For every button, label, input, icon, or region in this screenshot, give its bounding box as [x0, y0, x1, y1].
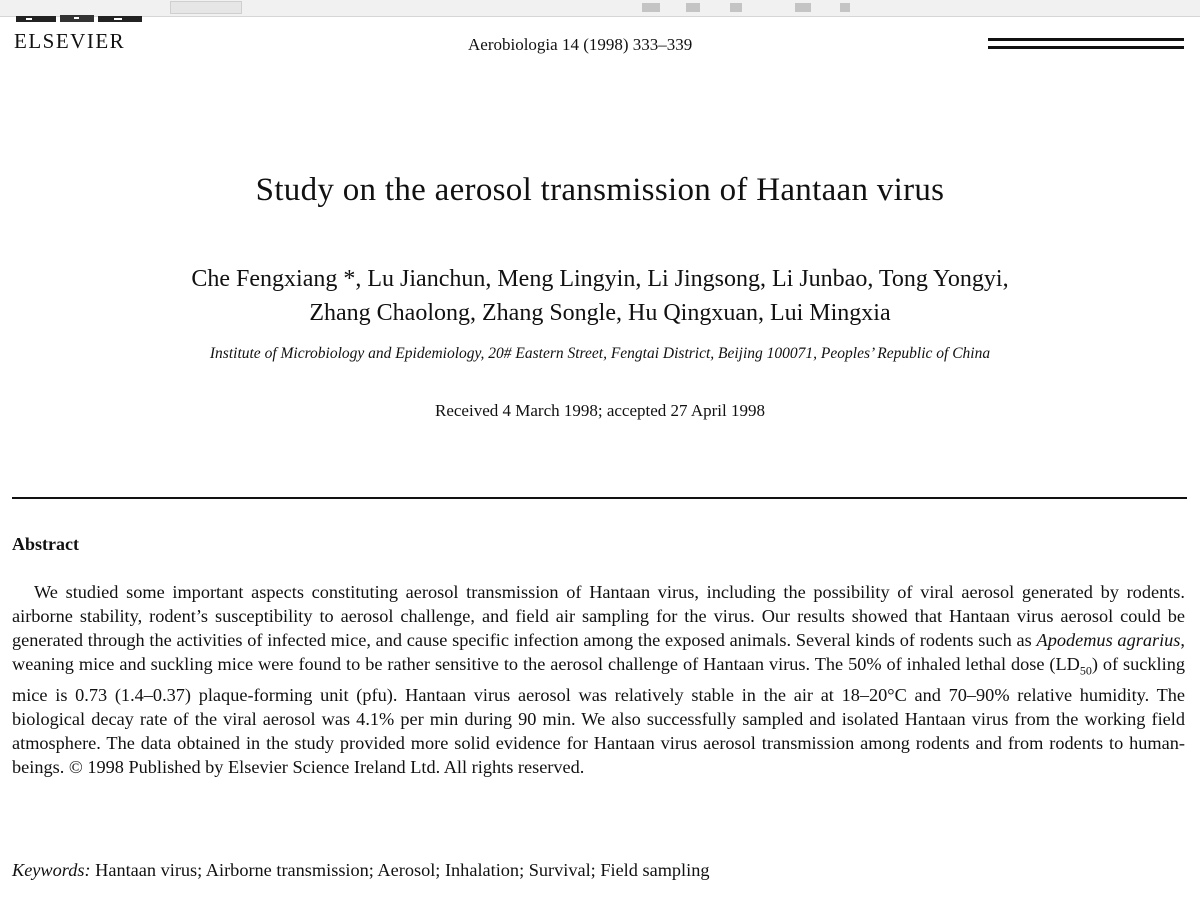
abstract-heading: Abstract [12, 534, 79, 554]
author-line: Che Fengxiang *, Lu Jianchun, Meng Lingyin, Li Jingsong, Li Junbao, Tong Yongyi, [191, 266, 1009, 292]
toolbar-icon[interactable] [840, 3, 850, 12]
author-list [0, 262, 1200, 330]
section-divider [12, 497, 1187, 499]
toolbar-icon[interactable] [795, 3, 811, 12]
header-rules [988, 38, 1184, 54]
ld-subscript: 50 [1079, 663, 1092, 678]
received-accepted-dates: Received 4 March 1998; accepted 27 April 1998 [435, 401, 765, 420]
toolbar-icon[interactable] [686, 3, 700, 12]
species-name: Apodemus agrarius [1036, 630, 1181, 651]
abstract-text-part: , weaning mice and suckling mice were found to be rather sensitive to the aerosol challenge of Hantaan virus. The 50% of inhaled lethal dose (LD [12, 630, 1185, 675]
toolbar-icon[interactable] [730, 3, 742, 12]
keywords-line [12, 860, 1185, 881]
author-line: Zhang Chaolong, Zhang Songle, Hu Qingxuan, Lui Mingxia [309, 300, 891, 326]
toolbar-icon[interactable] [642, 3, 660, 12]
article-title: Study on the aerosol transmission of Hantaan virus [255, 172, 945, 208]
elsevier-logo-emblem [16, 14, 146, 23]
top-toolbar-strip [0, 0, 1200, 17]
keywords-label: Keywords: [12, 860, 91, 880]
abstract-text [12, 580, 1185, 779]
journal-citation: Aerobiologia 14 (1998) 333–339 [468, 35, 693, 54]
header-rule [988, 46, 1184, 49]
publisher-name: ELSEVIER [14, 29, 126, 53]
keywords-text: Hantaan virus; Airborne transmission; Aerosol; Inhalation; Survival; Field sampling [95, 860, 710, 880]
abstract-text-part: We studied some important aspects constituting aerosol transmission of Hantaan virus, including the possibility of viral aerosol generated by rodents. airborne stability, rodent’s susceptibility to aerosol challenge, and field air sampling for the virus. Our results showed that Hantaan virus aerosol could be generated through the activities of infected mice, and cause specific infection among the exposed animals. Several kinds of rodents such as [12, 582, 1185, 651]
header-rule [988, 38, 1184, 41]
author-affiliation: Institute of Microbiology and Epidemiology, 20# Eastern Street, Fengtai District, Beijing 100071, Peoples’ Republic of China [209, 345, 991, 362]
toolbar-field[interactable] [170, 1, 242, 14]
abstract-text-part: ) of suckling mice is 0.73 (1.4–0.37) plaque-forming unit (pfu). Hantaan virus aerosol was relatively stable in the air at 18–20°C and 70–90% relative humidity. The biological decay rate of the viral aerosol was 4.1% per min during 90 min. We also successfully sampled and isolated Hantaan virus from the working field atmosphere. The data obtained in the study provided more solid evidence for Hantaan virus aerosol transmission among rodents and from rodents to human-beings. © 1998 Published by Elsevier Science Ireland Ltd. All rights reserved. [12, 654, 1185, 778]
